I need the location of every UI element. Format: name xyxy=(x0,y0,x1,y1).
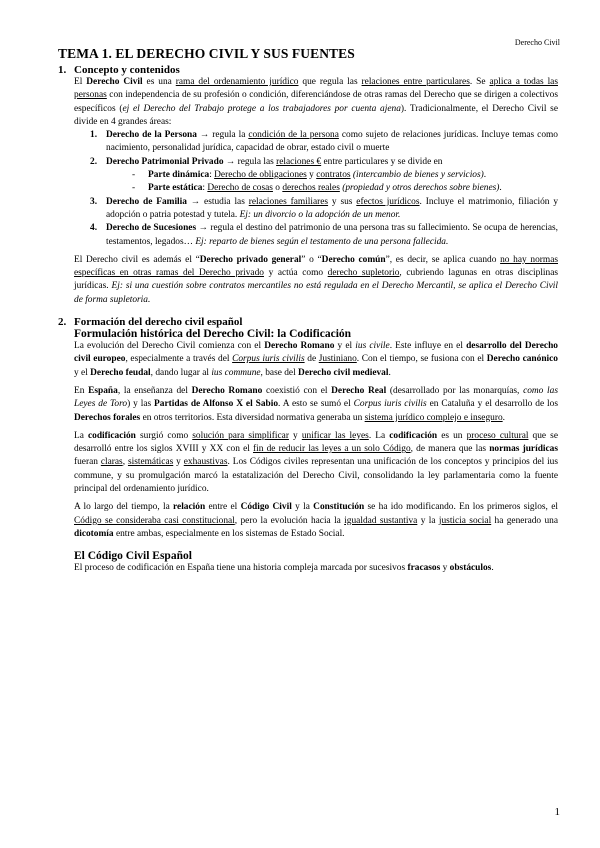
section-1-heading xyxy=(58,64,558,76)
areas-list-continued xyxy=(90,196,558,249)
paragraph-spain: En España, la enseñanza del Derecho Romano coexistió con el Derecho Real (desarrollado por las monarquías, como las Leyes de Toro) y las Partidas de Alfonso X el Sabio. A esto se sumó el Corpus iuris civilis en Cataluña y el desarrollo de los Derechos forales en otros territorios. Esta diversidad normativa generaba un sistema jurídico complejo e inseguro. xyxy=(74,385,558,423)
list-item: 2. Derecho Patrimonial Privado → regula las relaciones € entre particulares y se divide en xyxy=(90,156,443,167)
section-2-heading xyxy=(58,316,558,328)
section-number: 1. xyxy=(58,64,67,76)
section-title: Concepto y contenidos xyxy=(74,64,180,76)
section-title: Formación del derecho civil español xyxy=(74,316,243,329)
patrimonial-sublist xyxy=(132,169,558,196)
subsection-heading-codigo-civil: El Código Civil Español xyxy=(74,550,192,563)
paragraph-codigo-civil: El proceso de codificación en España tiene una historia compleja marcada por sucesivos fracasos y obstáculos. xyxy=(74,563,494,574)
areas-list xyxy=(90,129,558,169)
document-title: TEMA 1. EL DERECHO CIVIL Y SUS FUENTES xyxy=(58,46,355,61)
paragraph-constitucion: A lo largo del tiempo, la relación entre el Código Civil y la Constitución se ha ido modificando. En los primeros siglos, el Código se consideraba casi constitucional, pero la evolución hacia la igualdad sustantiva y la justicia social ha generado una dicotomía entre ambas, especialmente en los sistemas de Estado Social. xyxy=(74,502,558,539)
list-item: - Parte estática: Derecho de cosas o derechos reales (propiedad y otros derechos sobre bienes). xyxy=(132,183,502,194)
paragraph-roman-law: La evolución del Derecho Civil comienza con el Derecho Romano y el ius civile. Este influye en el desarrollo del Derecho civil europeo, especialmente a través del Corpus iuris civilis de Justiniano. Con el tiempo, se fusiona con el Derecho canónico y el Derecho feudal, dando lugar al ius commune, base del Derecho civil medieval. xyxy=(74,341,558,378)
list-item: 4. Derecho de Sucesiones → regula el destino del patrimonio de una persona tras su fallecimiento. Se ocupa de herencias, testamentos, legados… Ej: reparto de bienes según el testamento de una persona fallecida. xyxy=(90,223,558,247)
list-item: 3. Derecho de Familia → estudia las relaciones familiares y sus efectos jurídicos. Incluye el matrimonio, filiación y adopción o patria potestad y tutela. Ej: un divorcio o la adopción de un menor. xyxy=(90,196,559,220)
paragraph-codificacion: La codificación surgió como solución para simplificar y unificar las leyes. La codificación es un proceso cultural que se desarrolló entre los siglos XVIII y XX con el fin de reducir las leyes a un solo Código, de manera que las normas jurídicas fueran claras, sistemáticas y exhaustivas. Los Códigos civiles representan una unificación de los conceptos y principios del ius commune, y su promulgación marcó la estatalización del Derecho Civil, consolidando la ley parlamentaria como la fuente principal del ordenamiento jurídico. xyxy=(74,430,559,495)
section-1-intro: El Derecho Civil es una rama del ordenamiento jurídico que regula las relaciones entre particulares. Se aplica a todas las personas con independencia de su profesión o condición, diferenciándose de otras ramas del Derecho que se dirigen a colectivos específicos (ej el Derecho del Trabajo protege a los trabajadores por cuenta ajena). Tradicionalmente, el Derecho Civil se divide en 4 grandes áreas: xyxy=(74,77,558,127)
running-header: Derecho Civil xyxy=(514,38,560,47)
subsection-heading-codificacion: Formulación histórica del Derecho Civil: la Codificación xyxy=(74,328,352,341)
list-item: 1. Derecho de la Persona → regula la condición de la persona como sujeto de relaciones jurídicas. Incluye temas como nacimiento, personalidad jurídica, capacidad de obrar, estado civil o muerte xyxy=(90,130,558,154)
page-number: 1 xyxy=(554,806,560,818)
document-body xyxy=(58,46,558,576)
list-item: - Parte dinámica: Derecho de obligaciones y contratos (intercambio de bienes y servicios). xyxy=(132,170,487,181)
section-1-closing: El Derecho civil es además el “Derecho privado general” o “Derecho común”, es decir, se aplica cuando no hay normas específicas en otras ramas del Derecho privado y actúa como derecho supletorio, cubriendo lagunas en otras disciplinas jurídicas. Ej: si una cuestión sobre contratos mercantiles no está regulada en el Derecho Mercantil, se aplica el Derecho Civil de forma supletoria. xyxy=(74,254,559,305)
section-number: 2. xyxy=(58,316,67,329)
